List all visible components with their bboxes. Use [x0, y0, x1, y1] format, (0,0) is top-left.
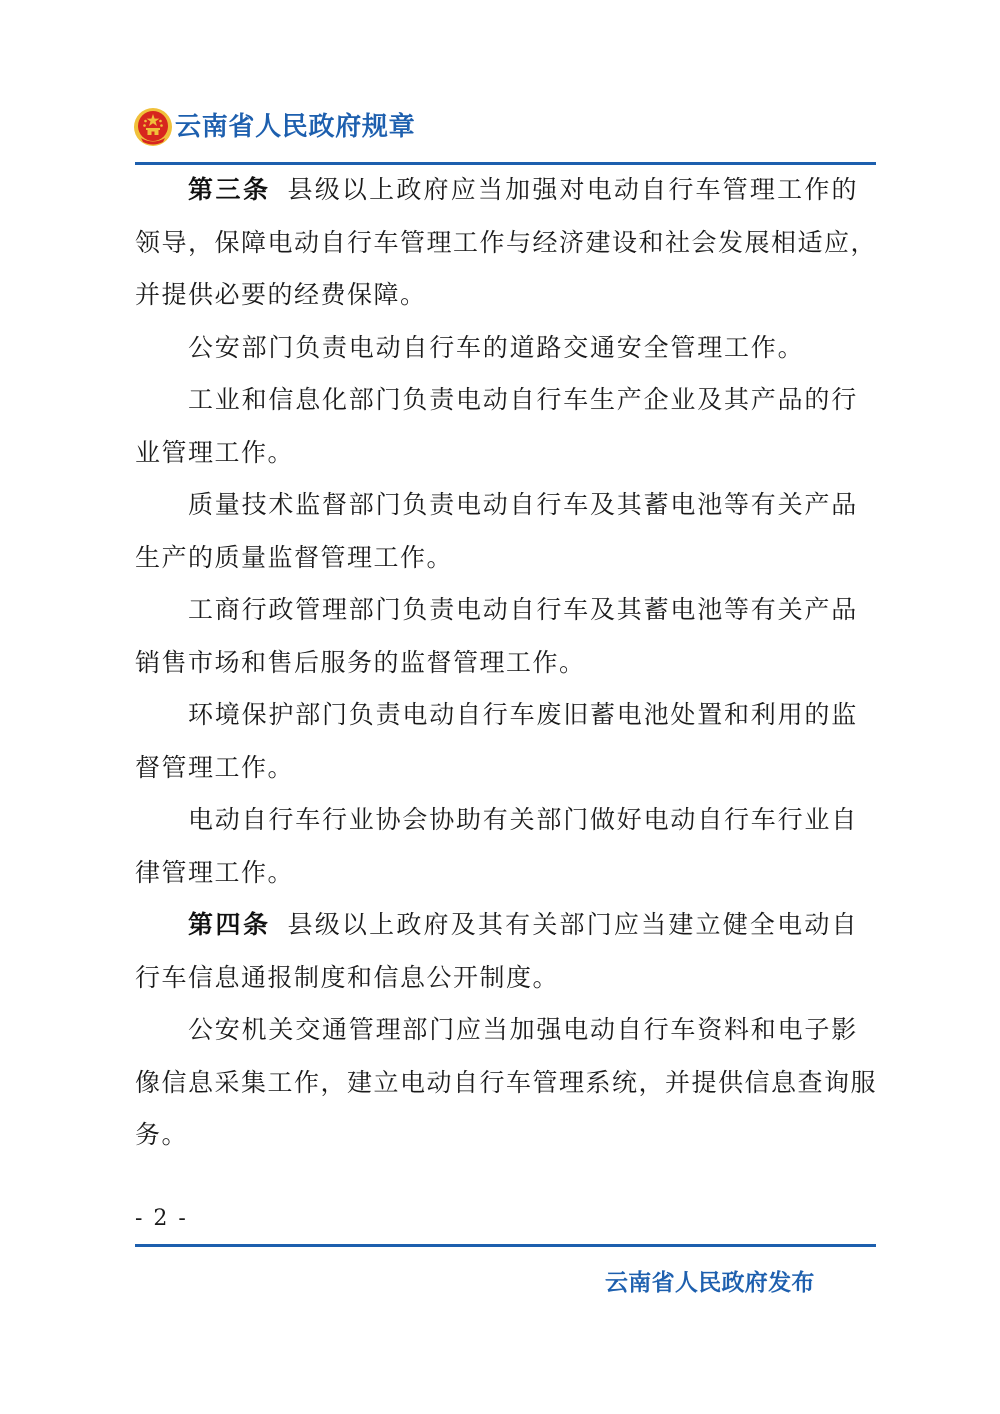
text-line: 并提供必要的经费保障。 [135, 280, 427, 309]
paragraph [135, 689, 895, 794]
footer-rule [135, 1244, 876, 1247]
footer-publisher: 云南省人民政府发布 [605, 1270, 815, 1296]
text-line: 像信息采集工作，建立电动自行车管理系统，并提供信息查询服 [135, 1067, 878, 1097]
text-line: 工商行政管理部门负责电动自行车及其蓄电池等有关产品 [188, 595, 859, 624]
text-line-content: 县级以上政府应当加强对电动自行车管理工作的 [287, 175, 859, 204]
text-line [135, 164, 895, 217]
text-line: 督管理工作。 [135, 752, 295, 782]
text-line: 务。 [135, 1120, 189, 1149]
paragraph [135, 374, 895, 479]
article-label: 第四条 [188, 910, 271, 939]
national-emblem-icon [133, 107, 173, 147]
page-number: - 2 - [135, 1206, 188, 1231]
paragraph-article-3 [135, 164, 895, 322]
text-line: 公安部门负责电动自行车的道路交通安全管理工作。 [188, 332, 805, 362]
paragraph-article-4 [135, 899, 895, 1004]
text-line: 生产的质量监督管理工作。 [135, 542, 454, 572]
text-line: 环境保护部门负责电动自行车废旧蓄电池处置和利用的监 [188, 700, 859, 729]
paragraph [135, 584, 895, 689]
header-title: 云南省人民政府规章 [175, 112, 416, 142]
paragraph [135, 479, 895, 584]
paragraph [135, 794, 895, 899]
text-line: 工业和信息化部门负责电动自行车生产企业及其产品的行 [188, 385, 859, 414]
text-line: 律管理工作。 [135, 857, 295, 887]
text-line: 行车信息通报制度和信息公开制度。 [135, 962, 560, 992]
text-line: 公安机关交通管理部门应当加强电动自行车资料和电子影 [188, 1015, 859, 1044]
paragraph [135, 1004, 895, 1162]
document-body [135, 164, 895, 1162]
text-line: 领导，保障电动自行车管理工作与经济建设和社会发展相适应， [135, 227, 878, 257]
text-line: 业管理工作。 [135, 437, 295, 467]
text-line [135, 899, 895, 952]
text-line: 质量技术监督部门负责电动自行车及其蓄电池等有关产品 [188, 490, 859, 519]
text-line-content: 县级以上政府及其有关部门应当建立健全电动自 [287, 910, 859, 939]
article-label: 第三条 [188, 175, 271, 204]
paragraph [135, 322, 895, 375]
text-line: 电动自行车行业协会协助有关部门做好电动自行车行业自 [188, 805, 859, 834]
text-line: 销售市场和售后服务的监督管理工作。 [135, 647, 586, 677]
